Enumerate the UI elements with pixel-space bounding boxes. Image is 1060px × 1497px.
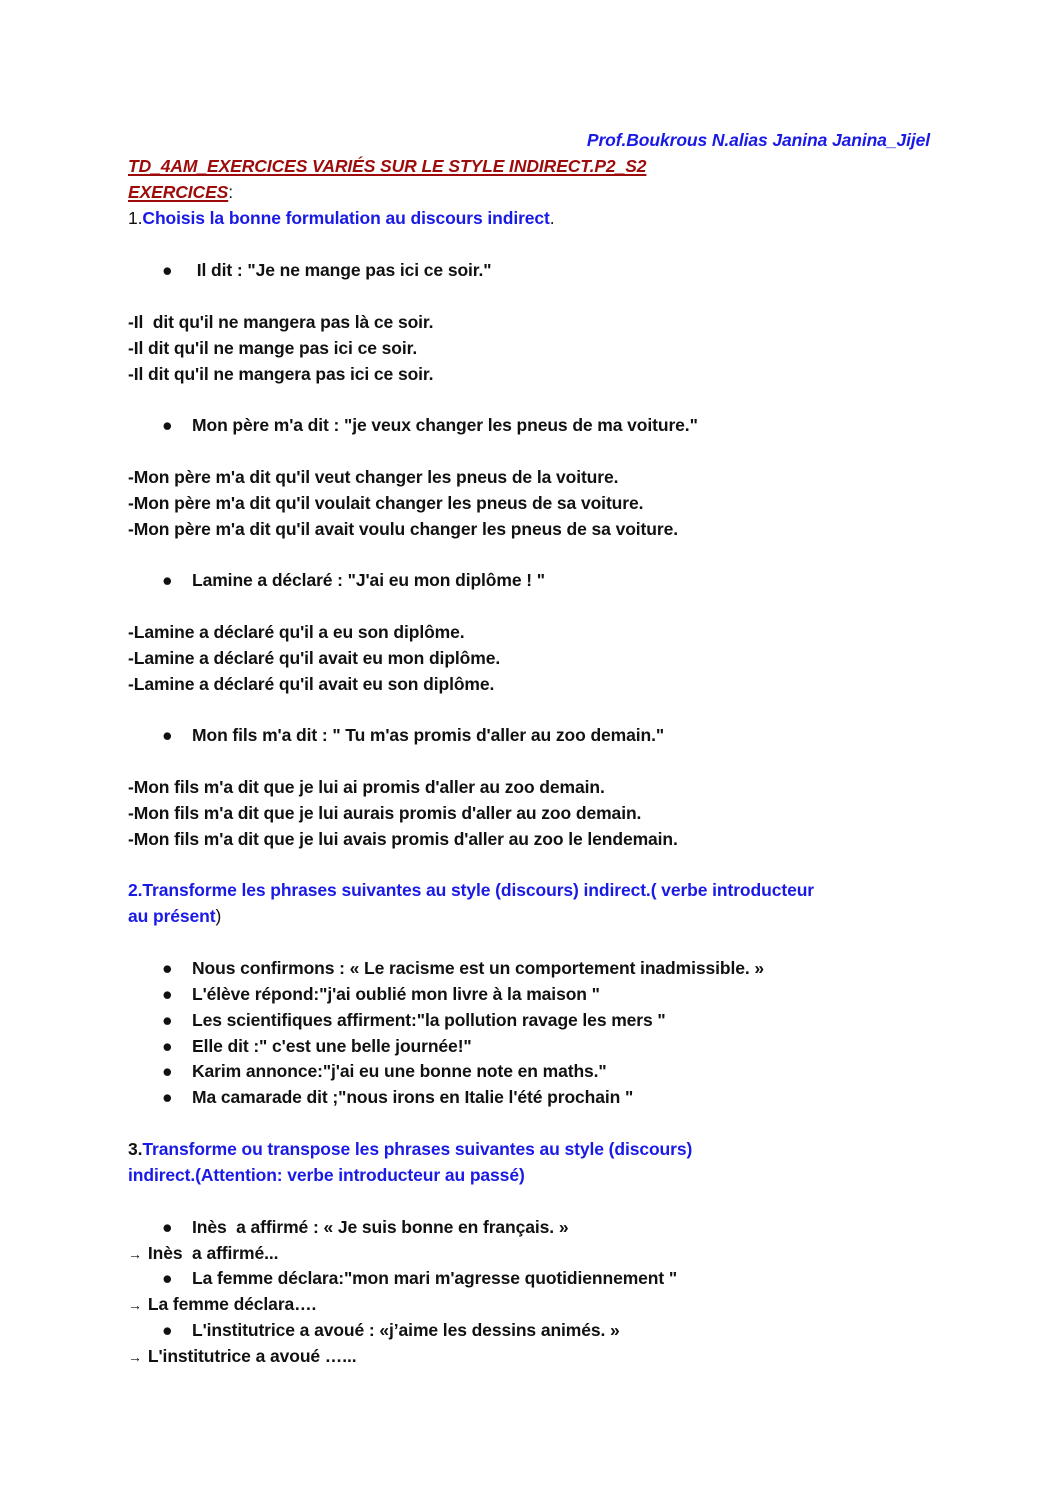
exercise-1-option: -Il dit qu'il ne mangera pas ici ce soir. (128, 364, 434, 384)
exercise-3-answer (128, 1242, 278, 1265)
bullet-icon: ● (162, 984, 173, 1004)
bullet-icon: ● (162, 260, 173, 280)
item-text: Les scientifiques affirment:"la pollution ravage les mers " (192, 1010, 666, 1030)
exercise-2-item (162, 1009, 666, 1031)
exercises-label: EXERCICES (128, 182, 229, 202)
exercise-2-item (162, 983, 600, 1005)
exercise-1-option: -Mon père m'a dit qu'il veut changer les pneus de la voiture. (128, 467, 619, 487)
exercises-colon: : (228, 182, 234, 202)
arrow-right-icon: → (128, 1246, 142, 1262)
author-credit: Prof.Boukrous N.alias Janina Janina_Jijel (586, 130, 930, 150)
exercise-3-instruction-line-1 (128, 1138, 692, 1160)
exercise-1-option: -Mon fils m'a dit que je lui ai promis d'aller au zoo demain. (128, 777, 605, 797)
exercise-1-instruction (128, 207, 555, 229)
item-text: Elle dit :" c'est une belle journée!" (192, 1036, 472, 1056)
bullet-icon: ● (162, 1061, 173, 1081)
exercise-1-instruction-period: . (549, 208, 555, 228)
bullet-icon: ● (162, 1010, 173, 1030)
item-text: Ma camarade dit ;"nous irons en Italie l'été prochain " (192, 1087, 634, 1107)
bullet-icon: ● (162, 958, 173, 978)
exercise-3-item-prompt (162, 1267, 677, 1289)
answer-text: Inès a affirmé... (147, 1243, 279, 1263)
bullet-icon: ● (162, 1036, 173, 1056)
prompt-text: L'institutrice a avoué : «j’aime les dessins animés. » (192, 1320, 620, 1340)
exercise-1-option: -Mon fils m'a dit que je lui avais promis d'aller au zoo le lendemain. (128, 829, 678, 849)
exercise-1-option: -Lamine a déclaré qu'il avait eu son diplôme. (128, 674, 495, 694)
exercise-1-item-prompt (162, 569, 545, 591)
exercise-3-number: 3. (128, 1139, 143, 1159)
exercise-3-instruction-text: Transforme ou transpose les phrases suivantes au style (discours) (142, 1139, 693, 1159)
exercise-3-answer (128, 1293, 316, 1316)
document-title: TD_4AM_EXERCICES VARIÉS SUR LE STYLE INDIRECT.P2_S2 (128, 156, 647, 176)
exercise-1-option: -Il dit qu'il ne mange pas ici ce soir. (128, 338, 418, 358)
exercise-2-instruction-line-2 (128, 905, 221, 927)
exercise-1-option: -Il dit qu'il ne mangera pas là ce soir. (128, 312, 434, 332)
answer-text: L'institutrice a avoué …... (147, 1346, 357, 1366)
exercises-heading (128, 181, 233, 203)
arrow-right-icon: → (128, 1297, 142, 1313)
exercise-1-item-prompt (162, 259, 492, 281)
bullet-icon: ● (162, 725, 173, 745)
exercise-2-item (162, 957, 764, 979)
exercise-2-item (162, 1060, 607, 1082)
exercise-2-closing-paren: ) (215, 906, 222, 926)
exercise-3-instruction-line-2: indirect.(Attention: verbe introducteur au passé) (128, 1165, 525, 1185)
prompt-text: Mon père m'a dit : "je veux changer les pneus de ma voiture." (192, 415, 698, 435)
exercise-1-item-prompt (162, 724, 664, 746)
bullet-icon: ● (162, 1087, 173, 1107)
prompt-text: Lamine a déclaré : "J'ai eu mon diplôme ! " (192, 570, 545, 590)
item-text: L'élève répond:"j'ai oublié mon livre à la maison " (192, 984, 600, 1004)
prompt-text: Inès a affirmé : « Je suis bonne en français. » (192, 1217, 569, 1237)
exercise-2-instruction-text: au présent (128, 906, 216, 926)
item-text: Karim annonce:"j'ai eu une bonne note en maths." (192, 1061, 607, 1081)
bullet-icon: ● (162, 1217, 173, 1237)
prompt-text: Mon fils m'a dit : " Tu m'as promis d'aller au zoo demain." (192, 725, 665, 745)
prompt-text: La femme déclara:"mon mari m'agresse quotidiennement " (192, 1268, 678, 1288)
bullet-icon: ● (162, 1268, 173, 1288)
prompt-text: Il dit : "Je ne mange pas ici ce soir." (192, 260, 492, 280)
exercise-1-instruction-text: Choisis la bonne formulation au discours indirect (142, 208, 550, 228)
item-text: Nous confirmons : « Le racisme est un comportement inadmissible. » (192, 958, 765, 978)
exercise-1-option: -Mon père m'a dit qu'il voulait changer les pneus de sa voiture. (128, 493, 644, 513)
exercise-2-item (162, 1035, 472, 1057)
exercise-1-number: 1. (128, 208, 143, 228)
exercise-3-item-prompt (162, 1216, 568, 1238)
answer-text: La femme déclara…. (147, 1294, 317, 1314)
exercise-2-item (162, 1086, 633, 1108)
exercise-3-answer (128, 1345, 357, 1368)
bullet-icon: ● (162, 570, 173, 590)
exercise-1-option: -Mon fils m'a dit que je lui aurais promis d'aller au zoo demain. (128, 803, 642, 823)
exercise-1-option: -Mon père m'a dit qu'il avait voulu changer les pneus de sa voiture. (128, 519, 678, 539)
bullet-icon: ● (162, 1320, 173, 1340)
exercise-1-option: -Lamine a déclaré qu'il a eu son diplôme. (128, 622, 465, 642)
exercise-2-instruction-line-1: 2.Transforme les phrases suivantes au style (discours) indirect.( verbe introducteur (128, 880, 814, 900)
bullet-icon: ● (162, 415, 173, 435)
exercise-3-item-prompt (162, 1319, 620, 1341)
exercise-1-option: -Lamine a déclaré qu'il avait eu mon diplôme. (128, 648, 501, 668)
arrow-right-icon: → (128, 1349, 142, 1365)
exercise-1-item-prompt (162, 414, 698, 436)
